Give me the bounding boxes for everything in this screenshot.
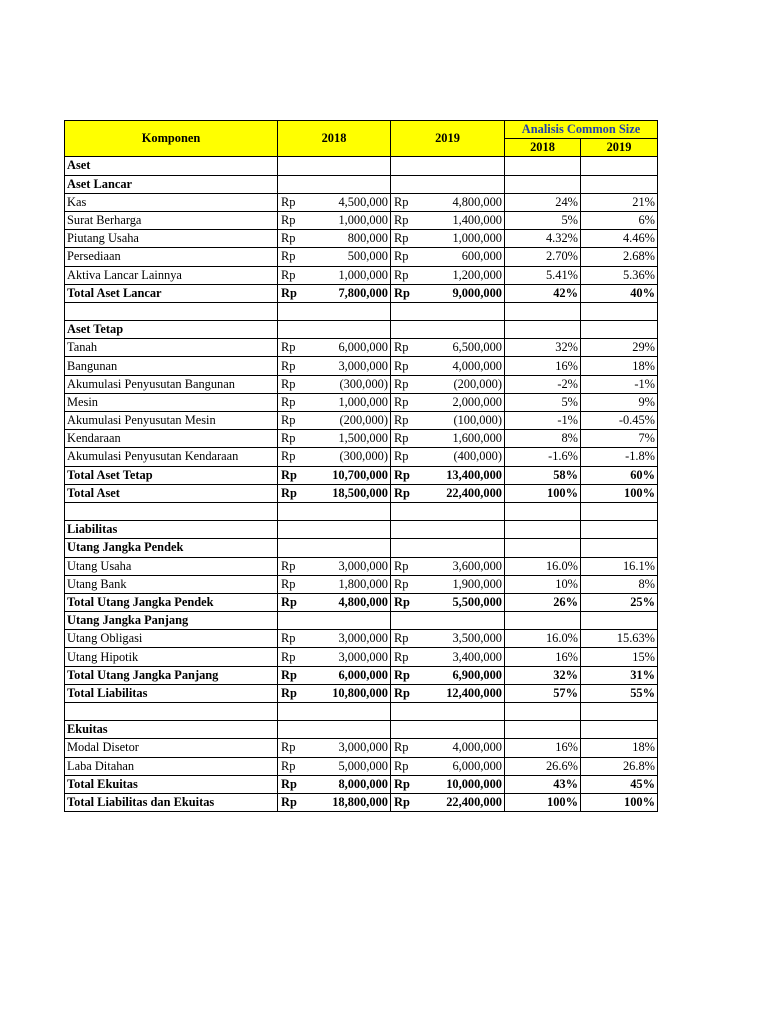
currency-2019 bbox=[391, 539, 417, 557]
percent-2018 bbox=[505, 703, 581, 721]
table-row bbox=[65, 721, 658, 739]
table-row bbox=[65, 502, 658, 520]
percent-2018 bbox=[505, 157, 581, 175]
amount-2018: 4,800,000 bbox=[304, 593, 391, 611]
percent-2018: 5% bbox=[505, 211, 581, 229]
percent-2019 bbox=[581, 612, 658, 630]
table-row bbox=[65, 230, 658, 248]
amount-2018: 1,500,000 bbox=[304, 430, 391, 448]
percent-2018: -1.6% bbox=[505, 448, 581, 466]
percent-2019: 55% bbox=[581, 684, 658, 702]
amount-2019: 6,500,000 bbox=[417, 339, 505, 357]
percent-2018: 4.32% bbox=[505, 230, 581, 248]
row-label: Total Liabilitas bbox=[65, 684, 278, 702]
currency-2019: Rp bbox=[391, 284, 417, 302]
percent-2019: 25% bbox=[581, 593, 658, 611]
amount-2018: 3,000,000 bbox=[304, 648, 391, 666]
amount-2018: (300,000) bbox=[304, 448, 391, 466]
table-row bbox=[65, 775, 658, 793]
amount-2019: 1,900,000 bbox=[417, 575, 505, 593]
percent-2018: 16% bbox=[505, 357, 581, 375]
table-row bbox=[65, 648, 658, 666]
amount-2019: 22,400,000 bbox=[417, 484, 505, 502]
currency-2019: Rp bbox=[391, 684, 417, 702]
percent-2018: 16.0% bbox=[505, 630, 581, 648]
table-row bbox=[65, 211, 658, 229]
amount-2019: (100,000) bbox=[417, 412, 505, 430]
amount-2018: (200,000) bbox=[304, 412, 391, 430]
percent-2019 bbox=[581, 721, 658, 739]
currency-2019 bbox=[391, 302, 417, 320]
row-label: Akumulasi Penyusutan Mesin bbox=[65, 412, 278, 430]
amount-2019: (200,000) bbox=[417, 375, 505, 393]
currency-2019 bbox=[391, 175, 417, 193]
percent-2019: 9% bbox=[581, 393, 658, 411]
percent-2019: 5.36% bbox=[581, 266, 658, 284]
amount-2018: 10,800,000 bbox=[304, 684, 391, 702]
currency-2018: Rp bbox=[278, 357, 304, 375]
row-label bbox=[65, 302, 278, 320]
amount-2018: 1,000,000 bbox=[304, 393, 391, 411]
amount-2018: 6,000,000 bbox=[304, 666, 391, 684]
currency-2018 bbox=[278, 302, 304, 320]
header-cs-2019: 2019 bbox=[581, 139, 658, 157]
table-row bbox=[65, 575, 658, 593]
percent-2019: 4.46% bbox=[581, 230, 658, 248]
row-label: Surat Berharga bbox=[65, 211, 278, 229]
currency-2019: Rp bbox=[391, 666, 417, 684]
currency-2018: Rp bbox=[278, 248, 304, 266]
percent-2019 bbox=[581, 302, 658, 320]
amount-2019 bbox=[417, 721, 505, 739]
row-label: Kendaraan bbox=[65, 430, 278, 448]
percent-2019: 18% bbox=[581, 357, 658, 375]
percent-2019: 8% bbox=[581, 575, 658, 593]
amount-2019: (400,000) bbox=[417, 448, 505, 466]
currency-2019: Rp bbox=[391, 648, 417, 666]
percent-2019 bbox=[581, 321, 658, 339]
currency-2018: Rp bbox=[278, 775, 304, 793]
amount-2018: 3,000,000 bbox=[304, 739, 391, 757]
amount-2019: 5,500,000 bbox=[417, 593, 505, 611]
amount-2018: 5,000,000 bbox=[304, 757, 391, 775]
percent-2019: 100% bbox=[581, 484, 658, 502]
amount-2018: 800,000 bbox=[304, 230, 391, 248]
percent-2018: 5% bbox=[505, 393, 581, 411]
row-label: Utang Bank bbox=[65, 575, 278, 593]
amount-2019 bbox=[417, 302, 505, 320]
amount-2019: 1,600,000 bbox=[417, 430, 505, 448]
currency-2018 bbox=[278, 703, 304, 721]
currency-2018: Rp bbox=[278, 739, 304, 757]
row-label: Utang Jangka Pendek bbox=[65, 539, 278, 557]
table-row bbox=[65, 193, 658, 211]
percent-2018 bbox=[505, 612, 581, 630]
currency-2018: Rp bbox=[278, 230, 304, 248]
percent-2018 bbox=[505, 521, 581, 539]
percent-2019: 45% bbox=[581, 775, 658, 793]
table-row bbox=[65, 684, 658, 702]
amount-2019: 2,000,000 bbox=[417, 393, 505, 411]
percent-2018: 5.41% bbox=[505, 266, 581, 284]
currency-2019 bbox=[391, 157, 417, 175]
currency-2018: Rp bbox=[278, 266, 304, 284]
table-row bbox=[65, 484, 658, 502]
percent-2018: 16% bbox=[505, 648, 581, 666]
row-label: Total Aset Tetap bbox=[65, 466, 278, 484]
table-row bbox=[65, 739, 658, 757]
table-row bbox=[65, 448, 658, 466]
percent-2018: 43% bbox=[505, 775, 581, 793]
currency-2019: Rp bbox=[391, 339, 417, 357]
currency-2018: Rp bbox=[278, 466, 304, 484]
currency-2019: Rp bbox=[391, 193, 417, 211]
amount-2018 bbox=[304, 175, 391, 193]
currency-2019 bbox=[391, 703, 417, 721]
header-year-2018: 2018 bbox=[278, 121, 391, 157]
amount-2018: 4,500,000 bbox=[304, 193, 391, 211]
amount-2019 bbox=[417, 175, 505, 193]
currency-2018 bbox=[278, 539, 304, 557]
currency-2018 bbox=[278, 721, 304, 739]
currency-2019: Rp bbox=[391, 793, 417, 811]
percent-2018: 57% bbox=[505, 684, 581, 702]
currency-2018: Rp bbox=[278, 666, 304, 684]
amount-2019 bbox=[417, 703, 505, 721]
table-body bbox=[65, 157, 658, 812]
header-cs-2018: 2018 bbox=[505, 139, 581, 157]
currency-2019: Rp bbox=[391, 430, 417, 448]
percent-2018: -1% bbox=[505, 412, 581, 430]
header-year-2019: 2019 bbox=[391, 121, 505, 157]
row-label: Total Utang Jangka Panjang bbox=[65, 666, 278, 684]
currency-2019: Rp bbox=[391, 630, 417, 648]
currency-2019: Rp bbox=[391, 266, 417, 284]
amount-2019: 4,000,000 bbox=[417, 739, 505, 757]
row-label: Mesin bbox=[65, 393, 278, 411]
currency-2018: Rp bbox=[278, 284, 304, 302]
amount-2019 bbox=[417, 539, 505, 557]
currency-2018: Rp bbox=[278, 575, 304, 593]
percent-2018 bbox=[505, 302, 581, 320]
currency-2018 bbox=[278, 502, 304, 520]
row-label: Total Utang Jangka Pendek bbox=[65, 593, 278, 611]
amount-2019: 3,400,000 bbox=[417, 648, 505, 666]
currency-2019: Rp bbox=[391, 739, 417, 757]
currency-2018 bbox=[278, 157, 304, 175]
row-label: Utang Jangka Panjang bbox=[65, 612, 278, 630]
table-row bbox=[65, 593, 658, 611]
currency-2019: Rp bbox=[391, 248, 417, 266]
table-row bbox=[65, 521, 658, 539]
currency-2019 bbox=[391, 612, 417, 630]
table-row bbox=[65, 612, 658, 630]
row-label: Aktiva Lancar Lainnya bbox=[65, 266, 278, 284]
currency-2018: Rp bbox=[278, 193, 304, 211]
row-label: Modal Disetor bbox=[65, 739, 278, 757]
amount-2018 bbox=[304, 612, 391, 630]
currency-2019: Rp bbox=[391, 466, 417, 484]
amount-2019: 600,000 bbox=[417, 248, 505, 266]
table-row bbox=[65, 248, 658, 266]
percent-2019: 18% bbox=[581, 739, 658, 757]
percent-2018: 32% bbox=[505, 666, 581, 684]
percent-2019 bbox=[581, 521, 658, 539]
table-row bbox=[65, 466, 658, 484]
currency-2018: Rp bbox=[278, 757, 304, 775]
currency-2019 bbox=[391, 321, 417, 339]
table-row bbox=[65, 266, 658, 284]
amount-2018: 10,700,000 bbox=[304, 466, 391, 484]
row-label: Kas bbox=[65, 193, 278, 211]
percent-2019: 15% bbox=[581, 648, 658, 666]
percent-2018: 100% bbox=[505, 793, 581, 811]
row-label: Persediaan bbox=[65, 248, 278, 266]
amount-2018 bbox=[304, 539, 391, 557]
table-row bbox=[65, 666, 658, 684]
row-label: Total Ekuitas bbox=[65, 775, 278, 793]
table-row bbox=[65, 357, 658, 375]
amount-2019 bbox=[417, 157, 505, 175]
amount-2018 bbox=[304, 521, 391, 539]
row-label: Utang Obligasi bbox=[65, 630, 278, 648]
table-row bbox=[65, 302, 658, 320]
currency-2018: Rp bbox=[278, 793, 304, 811]
currency-2018 bbox=[278, 175, 304, 193]
currency-2019: Rp bbox=[391, 557, 417, 575]
amount-2018: 8,000,000 bbox=[304, 775, 391, 793]
percent-2018 bbox=[505, 502, 581, 520]
row-label bbox=[65, 502, 278, 520]
percent-2019 bbox=[581, 703, 658, 721]
currency-2018: Rp bbox=[278, 211, 304, 229]
table-row bbox=[65, 430, 658, 448]
row-label: Total Aset bbox=[65, 484, 278, 502]
amount-2018 bbox=[304, 321, 391, 339]
row-label: Aset Lancar bbox=[65, 175, 278, 193]
currency-2019: Rp bbox=[391, 484, 417, 502]
percent-2019: 40% bbox=[581, 284, 658, 302]
percent-2018: 10% bbox=[505, 575, 581, 593]
amount-2019: 6,900,000 bbox=[417, 666, 505, 684]
amount-2018: 6,000,000 bbox=[304, 339, 391, 357]
percent-2018: 16.0% bbox=[505, 557, 581, 575]
amount-2018 bbox=[304, 157, 391, 175]
percent-2018: 26% bbox=[505, 593, 581, 611]
amount-2018: 7,800,000 bbox=[304, 284, 391, 302]
currency-2018: Rp bbox=[278, 448, 304, 466]
amount-2018: 3,000,000 bbox=[304, 630, 391, 648]
currency-2018 bbox=[278, 612, 304, 630]
row-label: Akumulasi Penyusutan Bangunan bbox=[65, 375, 278, 393]
amount-2019: 9,000,000 bbox=[417, 284, 505, 302]
table-row bbox=[65, 321, 658, 339]
table-row bbox=[65, 539, 658, 557]
table-row bbox=[65, 157, 658, 175]
percent-2019: 31% bbox=[581, 666, 658, 684]
amount-2019: 6,000,000 bbox=[417, 757, 505, 775]
currency-2018: Rp bbox=[278, 593, 304, 611]
currency-2019: Rp bbox=[391, 393, 417, 411]
amount-2019: 1,000,000 bbox=[417, 230, 505, 248]
amount-2019 bbox=[417, 502, 505, 520]
percent-2018: 58% bbox=[505, 466, 581, 484]
table-row bbox=[65, 630, 658, 648]
amount-2018: 500,000 bbox=[304, 248, 391, 266]
table-row bbox=[65, 793, 658, 811]
percent-2019: 60% bbox=[581, 466, 658, 484]
currency-2018: Rp bbox=[278, 393, 304, 411]
percent-2018: 2.70% bbox=[505, 248, 581, 266]
percent-2019: 21% bbox=[581, 193, 658, 211]
currency-2019: Rp bbox=[391, 593, 417, 611]
table-row bbox=[65, 412, 658, 430]
percent-2019 bbox=[581, 502, 658, 520]
amount-2019 bbox=[417, 321, 505, 339]
currency-2019: Rp bbox=[391, 412, 417, 430]
amount-2018 bbox=[304, 502, 391, 520]
percent-2019 bbox=[581, 539, 658, 557]
amount-2018: 3,000,000 bbox=[304, 357, 391, 375]
percent-2019: 15.63% bbox=[581, 630, 658, 648]
currency-2018 bbox=[278, 321, 304, 339]
currency-2019: Rp bbox=[391, 757, 417, 775]
percent-2019: 16.1% bbox=[581, 557, 658, 575]
currency-2019: Rp bbox=[391, 357, 417, 375]
amount-2019: 1,400,000 bbox=[417, 211, 505, 229]
table-row bbox=[65, 284, 658, 302]
amount-2019: 22,400,000 bbox=[417, 793, 505, 811]
percent-2019: 2.68% bbox=[581, 248, 658, 266]
amount-2019: 3,600,000 bbox=[417, 557, 505, 575]
table-row bbox=[65, 703, 658, 721]
percent-2018: -2% bbox=[505, 375, 581, 393]
percent-2019: -1% bbox=[581, 375, 658, 393]
amount-2018: 18,500,000 bbox=[304, 484, 391, 502]
amount-2019: 13,400,000 bbox=[417, 466, 505, 484]
percent-2018 bbox=[505, 175, 581, 193]
percent-2018 bbox=[505, 721, 581, 739]
row-label: Ekuitas bbox=[65, 721, 278, 739]
amount-2018: 1,000,000 bbox=[304, 211, 391, 229]
row-label: Akumulasi Penyusutan Kendaraan bbox=[65, 448, 278, 466]
currency-2019 bbox=[391, 721, 417, 739]
row-label: Tanah bbox=[65, 339, 278, 357]
table-row bbox=[65, 757, 658, 775]
percent-2018: 8% bbox=[505, 430, 581, 448]
row-label: Aset bbox=[65, 157, 278, 175]
currency-2019 bbox=[391, 502, 417, 520]
header-komponen: Komponen bbox=[65, 121, 278, 157]
percent-2018: 16% bbox=[505, 739, 581, 757]
currency-2018: Rp bbox=[278, 412, 304, 430]
table-row bbox=[65, 393, 658, 411]
currency-2018: Rp bbox=[278, 630, 304, 648]
amount-2019 bbox=[417, 612, 505, 630]
row-label: Piutang Usaha bbox=[65, 230, 278, 248]
amount-2019: 1,200,000 bbox=[417, 266, 505, 284]
amount-2018: 3,000,000 bbox=[304, 557, 391, 575]
percent-2018: 24% bbox=[505, 193, 581, 211]
amount-2019: 4,800,000 bbox=[417, 193, 505, 211]
currency-2018: Rp bbox=[278, 557, 304, 575]
currency-2019: Rp bbox=[391, 375, 417, 393]
currency-2019: Rp bbox=[391, 230, 417, 248]
amount-2018 bbox=[304, 302, 391, 320]
common-size-table bbox=[64, 120, 658, 812]
currency-2019: Rp bbox=[391, 775, 417, 793]
amount-2018: 18,800,000 bbox=[304, 793, 391, 811]
row-label bbox=[65, 703, 278, 721]
currency-2018: Rp bbox=[278, 430, 304, 448]
percent-2019: -1.8% bbox=[581, 448, 658, 466]
percent-2019: 29% bbox=[581, 339, 658, 357]
row-label: Bangunan bbox=[65, 357, 278, 375]
percent-2019: 7% bbox=[581, 430, 658, 448]
percent-2018: 32% bbox=[505, 339, 581, 357]
row-label: Liabilitas bbox=[65, 521, 278, 539]
row-label: Utang Hipotik bbox=[65, 648, 278, 666]
row-label: Laba Ditahan bbox=[65, 757, 278, 775]
currency-2018 bbox=[278, 521, 304, 539]
currency-2018: Rp bbox=[278, 684, 304, 702]
amount-2018 bbox=[304, 721, 391, 739]
currency-2019: Rp bbox=[391, 575, 417, 593]
percent-2018 bbox=[505, 321, 581, 339]
table-row bbox=[65, 175, 658, 193]
amount-2018: (300,000) bbox=[304, 375, 391, 393]
currency-2018: Rp bbox=[278, 648, 304, 666]
percent-2019 bbox=[581, 175, 658, 193]
currency-2019: Rp bbox=[391, 211, 417, 229]
currency-2018: Rp bbox=[278, 484, 304, 502]
currency-2019 bbox=[391, 521, 417, 539]
percent-2019: 6% bbox=[581, 211, 658, 229]
amount-2019: 3,500,000 bbox=[417, 630, 505, 648]
row-label: Total Aset Lancar bbox=[65, 284, 278, 302]
currency-2018: Rp bbox=[278, 375, 304, 393]
amount-2018: 1,800,000 bbox=[304, 575, 391, 593]
header-common-size: Analisis Common Size bbox=[505, 121, 658, 139]
table-row bbox=[65, 339, 658, 357]
row-label: Total Liabilitas dan Ekuitas bbox=[65, 793, 278, 811]
table-row bbox=[65, 557, 658, 575]
amount-2019: 4,000,000 bbox=[417, 357, 505, 375]
currency-2019: Rp bbox=[391, 448, 417, 466]
percent-2019: -0.45% bbox=[581, 412, 658, 430]
percent-2019: 26.8% bbox=[581, 757, 658, 775]
amount-2019 bbox=[417, 521, 505, 539]
percent-2018: 100% bbox=[505, 484, 581, 502]
amount-2018 bbox=[304, 703, 391, 721]
table-row bbox=[65, 375, 658, 393]
percent-2019: 100% bbox=[581, 793, 658, 811]
amount-2018: 1,000,000 bbox=[304, 266, 391, 284]
percent-2018 bbox=[505, 539, 581, 557]
percent-2018: 42% bbox=[505, 284, 581, 302]
row-label: Utang Usaha bbox=[65, 557, 278, 575]
percent-2018: 26.6% bbox=[505, 757, 581, 775]
amount-2019: 12,400,000 bbox=[417, 684, 505, 702]
percent-2019 bbox=[581, 157, 658, 175]
amount-2019: 10,000,000 bbox=[417, 775, 505, 793]
currency-2018: Rp bbox=[278, 339, 304, 357]
row-label: Aset Tetap bbox=[65, 321, 278, 339]
